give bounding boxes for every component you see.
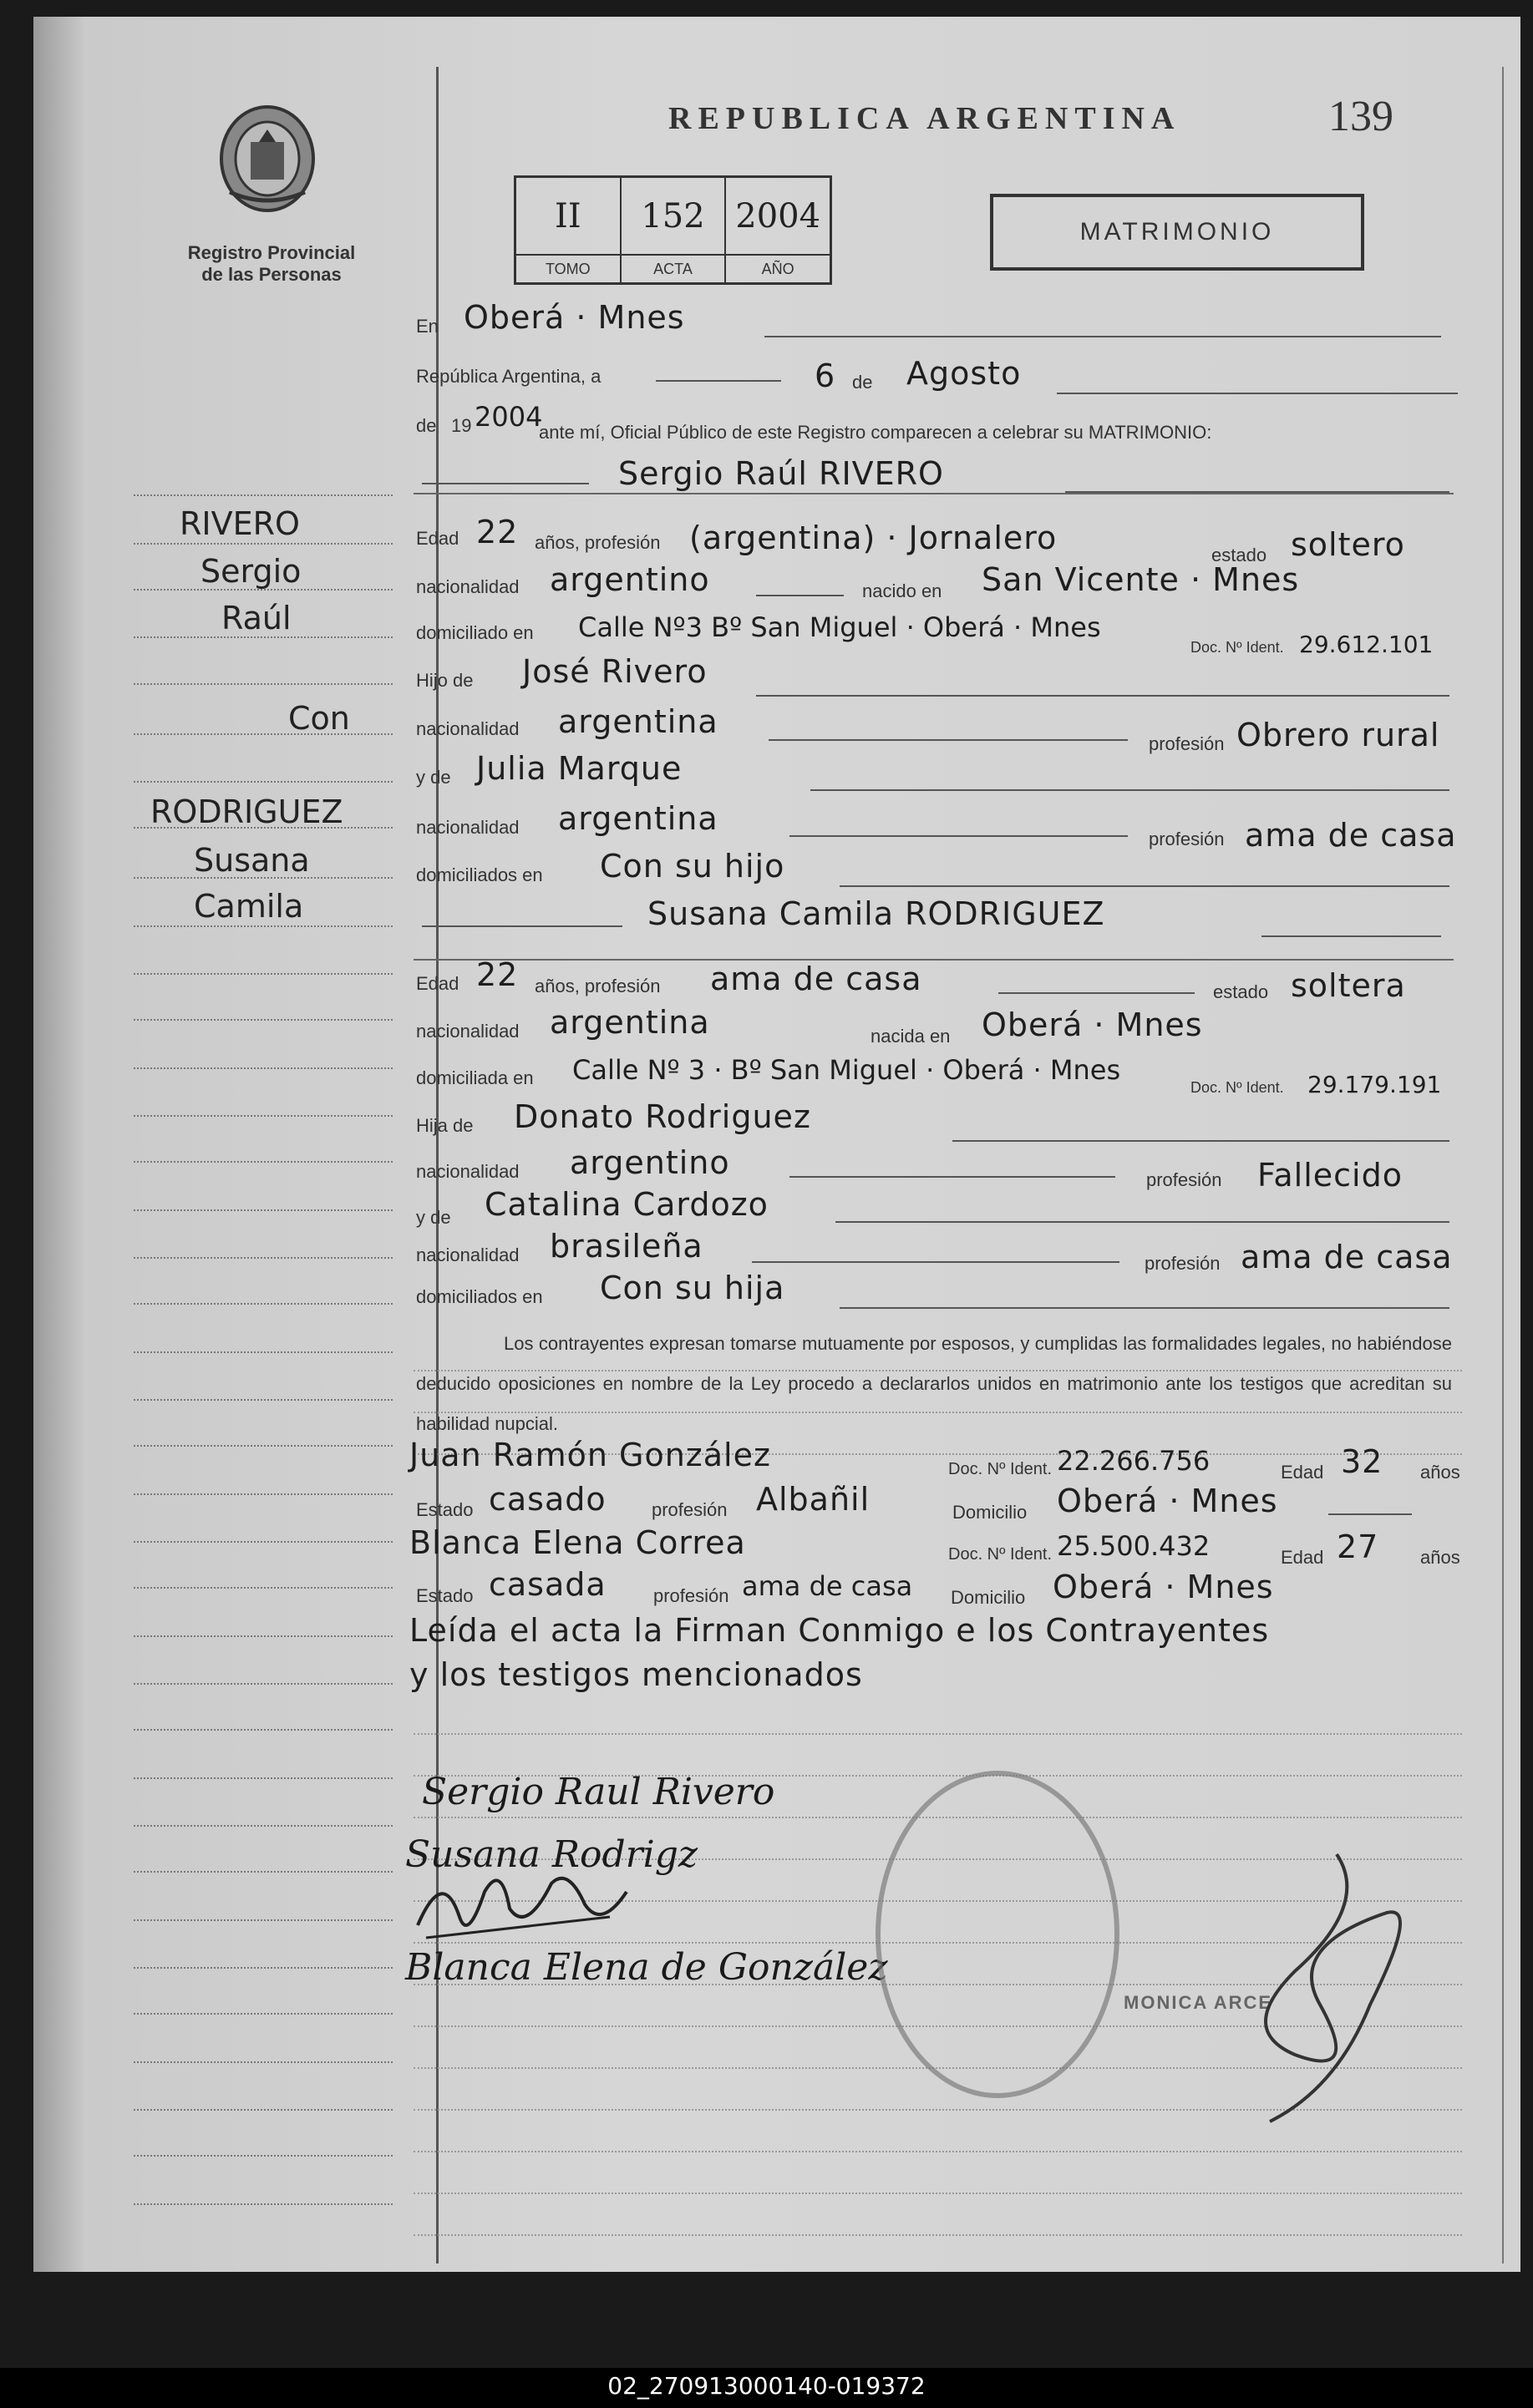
margin-rule: [134, 1587, 393, 1589]
bride-nationality: argentina: [550, 1004, 710, 1041]
bride-birthplace: Oberá · Mnes: [982, 1006, 1203, 1043]
fill-line: [1261, 935, 1441, 937]
republica-label: República Argentina, a: [416, 366, 602, 387]
margin-note-given-3: Susana: [194, 842, 310, 879]
closing-line-1: Leída el acta la Firman Conmigo e los Contrayentes: [409, 1612, 1270, 1649]
bride-edad-label: Edad: [416, 973, 459, 994]
anios-profesion-label: años, profesión: [535, 532, 661, 553]
margin-note-given-2: Raúl: [221, 600, 292, 636]
bride-father-prof-label: profesión: [1146, 1169, 1222, 1190]
margin-rule: [134, 543, 393, 545]
de2-label: de: [416, 415, 437, 436]
body-rule: [414, 1733, 1462, 1735]
fill-line: [764, 336, 1441, 337]
bride-father-nationality: argentino: [570, 1144, 730, 1181]
fill-line: [835, 1221, 1449, 1223]
country-title: REPUBLICA ARGENTINA: [668, 101, 1181, 136]
groom-full-name: Sergio Raúl RIVERO: [618, 455, 944, 492]
bride-mother-prof-label: profesión: [1145, 1253, 1221, 1274]
section-separator: [414, 493, 1454, 494]
registry-round-seal-icon: [876, 1771, 1119, 2098]
right-border-line: [1502, 67, 1504, 2264]
margin-note-surname-groom: RIVERO: [180, 505, 300, 542]
anio-value: 2004: [735, 196, 821, 236]
groom-mother-nationality: argentina: [558, 800, 718, 837]
fill-line: [769, 739, 1128, 741]
groom-doc: 29.612.101: [1299, 631, 1434, 658]
doc-label: Doc. Nº Ident.: [1190, 639, 1284, 656]
provincial-seal-emblem-icon: [213, 100, 322, 217]
margin-rule: [134, 494, 393, 496]
margin-rule: [134, 1919, 393, 1921]
bride-estado: soltera: [1291, 967, 1406, 1004]
scan-image-code: 02_270913000140-019372: [607, 2372, 926, 2400]
fill-line: [789, 835, 1128, 837]
acta-value: 152: [641, 196, 705, 236]
fill-line: [752, 1261, 1119, 1263]
body-rule: [414, 2193, 1462, 2194]
en-label: En: [416, 316, 439, 337]
hija-label: Hija de: [416, 1115, 474, 1136]
witness1-edad-label: Edad: [1281, 1462, 1324, 1483]
witness2-dom-label: Domicilio: [951, 1587, 1026, 1608]
marriage-year: 2004: [475, 401, 543, 433]
witness1-age: 32: [1341, 1443, 1383, 1480]
margin-rule: [134, 1067, 393, 1069]
witness2-doc: 25.500.432: [1057, 1530, 1211, 1562]
bride-mother-profession: ama de casa: [1241, 1239, 1453, 1275]
tomo-value: II: [555, 196, 581, 236]
father-nac-label: nacionalidad: [416, 718, 520, 739]
margin-note-given-1: Sergio: [201, 553, 302, 590]
bride-age: 22: [476, 956, 519, 993]
margin-rule: [134, 1399, 393, 1401]
signature-bride: Susana Rodrigz: [405, 1833, 698, 1876]
mother-nac-label: nacionalidad: [416, 817, 520, 838]
bride-full-name: Susana Camila RODRIGUEZ: [647, 895, 1105, 932]
nacionalidad-label: nacionalidad: [416, 576, 520, 597]
groom-profession: (argentina) · Jornalero: [689, 520, 1058, 556]
acta-cell: [622, 178, 727, 282]
margin-rule: [134, 1967, 393, 1969]
margin-note-given-4: Camila: [194, 888, 304, 925]
witness2-domicile: Oberá · Mnes: [1053, 1569, 1274, 1605]
anio-label: AÑO: [726, 254, 830, 282]
witness1-anios-label: años: [1420, 1462, 1460, 1483]
bride-father: Donato Rodriguez: [514, 1098, 811, 1135]
groom-nationality: argentino: [550, 561, 710, 598]
bride-estado-label: estado: [1213, 981, 1269, 1002]
margin-rule: [134, 1825, 393, 1827]
witness2-name: Blanca Elena Correa: [409, 1524, 746, 1561]
margin-note-surname-bride: RODRIGUEZ: [150, 793, 343, 830]
fill-line: [422, 925, 622, 927]
appear-text: ante mí, Oficial Público de este Registro comparecen a celebrar su MATRIMONIO:: [539, 422, 1212, 443]
bride-anios-prof-label: años, profesión: [535, 976, 661, 996]
fill-line: [998, 992, 1195, 994]
tomo-cell: [516, 178, 622, 282]
margin-rule: [134, 1115, 393, 1117]
margin-rule: [134, 2013, 393, 2015]
registry-line-1: Registro Provincial: [187, 242, 356, 263]
registry-name: [159, 242, 384, 286]
margin-rule: [134, 1019, 393, 1021]
bride-parents-domicile: Con su hija: [600, 1270, 785, 1306]
witness2-prof-label: profesión: [653, 1585, 729, 1606]
margin-rule: [134, 733, 393, 735]
margin-note-con: Con: [288, 700, 350, 737]
section-separator: [414, 959, 1454, 961]
fill-line: [656, 380, 781, 382]
signature-witness1-scribble-icon: [409, 1858, 643, 1950]
bride-father-nac-label: nacionalidad: [416, 1161, 520, 1182]
witness1-doc-label: Doc. Nº Ident.: [948, 1460, 1053, 1478]
margin-rule: [134, 1493, 393, 1495]
hijo-label: Hijo de: [416, 670, 474, 691]
witness2-estado: casada: [489, 1566, 607, 1603]
margin-rule: [134, 1257, 393, 1259]
bride-domiciliados-label: domiciliados en: [416, 1286, 543, 1307]
witness1-profession: Albañil: [756, 1481, 871, 1518]
groom-estado: soltero: [1291, 526, 1405, 563]
margin-rule: [134, 1683, 393, 1685]
closing-line-2: y los testigos mencionados: [409, 1656, 863, 1693]
margin-rule: [134, 973, 393, 975]
fill-line: [1065, 491, 1449, 493]
domiciliados-label: domiciliados en: [416, 864, 543, 885]
bride-father-profession: Fallecido: [1257, 1157, 1403, 1194]
groom-father-nationality: argentina: [558, 703, 718, 740]
groom-parents-domicile: Con su hijo: [600, 848, 785, 885]
marriage-month: Agosto: [906, 355, 1022, 392]
fill-line: [1057, 393, 1458, 394]
bride-doc: 29.179.191: [1307, 1071, 1442, 1098]
page-number: 139: [1328, 93, 1393, 140]
page-binding-edge: [33, 17, 84, 2272]
margin-rule: [134, 1729, 393, 1731]
body-rule: [414, 2151, 1462, 2152]
witness2-doc-label: Doc. Nº Ident.: [948, 1545, 1053, 1564]
signature-witness2: Blanca Elena de González: [405, 1946, 888, 1989]
groom-age: 22: [476, 514, 519, 550]
fill-line: [840, 885, 1449, 887]
bride-nac-label: nacionalidad: [416, 1021, 520, 1042]
margin-rule: [134, 1871, 393, 1873]
bride-yde-label: y de: [416, 1207, 451, 1228]
bride-mother-nationality: brasileña: [550, 1228, 703, 1265]
witness2-anios-label: años: [1420, 1547, 1460, 1568]
margin-rule: [134, 1541, 393, 1543]
margin-rule: [134, 1161, 393, 1163]
bride-domicile: Calle Nº 3 · Bº San Miguel · Oberá · Mnes: [572, 1054, 1121, 1086]
margin-rule: [134, 1303, 393, 1305]
witness1-prof-label: profesión: [652, 1499, 728, 1520]
fill-line: [422, 483, 589, 484]
document-type-box: MATRIMONIO: [990, 194, 1364, 271]
witness1-estado-label: Estado: [416, 1499, 474, 1520]
year-prefix: 19: [451, 415, 472, 436]
yde-label: y de: [416, 767, 451, 788]
registry-line-2: de las Personas: [201, 264, 342, 285]
margin-rule: [134, 2203, 393, 2205]
declaration-text: Los contrayentes expresan tomarse mutuamente por esposos, y cumplidas las formalidades legales, no habiéndose deducido oposiciones en nombre de la Ley procedo a declararlos unidos en matrimonio ante los testigos que acreditan su habilidad nupcial.: [416, 1333, 1452, 1434]
margin-rule: [134, 1777, 393, 1779]
bride-dom-label: domiciliada en: [416, 1067, 534, 1088]
margin-rule: [134, 1635, 393, 1637]
fill-line: [840, 1307, 1449, 1309]
margin-rule: [134, 636, 393, 638]
fill-line: [756, 695, 1449, 697]
bride-doc-label: Doc. Nº Ident.: [1190, 1079, 1284, 1096]
tomo-acta-anio-box: [514, 175, 832, 285]
domiciliado-label: domiciliado en: [416, 622, 534, 643]
father-prof-label: profesión: [1149, 733, 1225, 754]
witness1-domicile: Oberá · Mnes: [1057, 1483, 1278, 1519]
witness2-edad-label: Edad: [1281, 1547, 1324, 1568]
witness2-estado-label: Estado: [416, 1585, 474, 1606]
witness1-estado: casado: [489, 1481, 607, 1518]
margin-rule: [134, 925, 393, 927]
bride-mother: Catalina Cardozo: [485, 1186, 769, 1223]
official-stamp: MONICA ARCE: [1124, 1992, 1273, 2013]
bride-profession: ama de casa: [710, 961, 922, 997]
groom-father: José Rivero: [522, 653, 708, 690]
nacido-label: nacido en: [862, 580, 942, 601]
mother-prof-label: profesión: [1149, 829, 1225, 849]
marriage-day: 6: [815, 357, 836, 394]
signature-groom: Sergio Raul Rivero: [422, 1771, 775, 1813]
fill-line: [789, 1176, 1115, 1178]
groom-mother-profession: ama de casa: [1245, 817, 1457, 854]
margin-rule: [134, 1351, 393, 1353]
groom-birthplace: San Vicente · Mnes: [982, 561, 1300, 598]
groom-mother: Julia Marque: [476, 750, 683, 787]
margin-rule: [134, 781, 393, 783]
witness1-name: Juan Ramón González: [409, 1437, 771, 1473]
acta-label: ACTA: [622, 254, 725, 282]
official-signature-icon: [1170, 1838, 1420, 2138]
fill-line: [810, 789, 1449, 791]
bride-mother-nac-label: nacionalidad: [416, 1245, 520, 1265]
witness1-doc: 22.266.756: [1057, 1445, 1211, 1477]
tomo-label: TOMO: [516, 254, 620, 282]
marriage-place: Oberá · Mnes: [464, 299, 685, 336]
witness2-age: 27: [1337, 1528, 1379, 1565]
groom-father-profession: Obrero rural: [1236, 717, 1440, 753]
witness2-profession: ama de casa: [742, 1570, 913, 1602]
de-label: de: [852, 372, 873, 393]
edad-label: Edad: [416, 528, 459, 549]
fill-line: [1328, 1513, 1412, 1515]
margin-rule: [134, 2061, 393, 2063]
nacida-label: nacida en: [871, 1026, 951, 1047]
fill-line: [952, 1140, 1449, 1142]
groom-domicile: Calle Nº3 Bº San Miguel · Oberá · Mnes: [578, 611, 1101, 643]
margin-rule: [134, 2109, 393, 2111]
anio-cell: [726, 178, 830, 282]
margin-rule: [134, 1209, 393, 1211]
margin-rule: [134, 2155, 393, 2157]
body-rule: [414, 2234, 1462, 2236]
margin-rule: [134, 683, 393, 685]
margin-rule: [134, 1445, 393, 1447]
fill-line: [756, 595, 844, 596]
witness1-dom-label: Domicilio: [952, 1502, 1028, 1523]
estado-label: estado: [1211, 545, 1267, 565]
